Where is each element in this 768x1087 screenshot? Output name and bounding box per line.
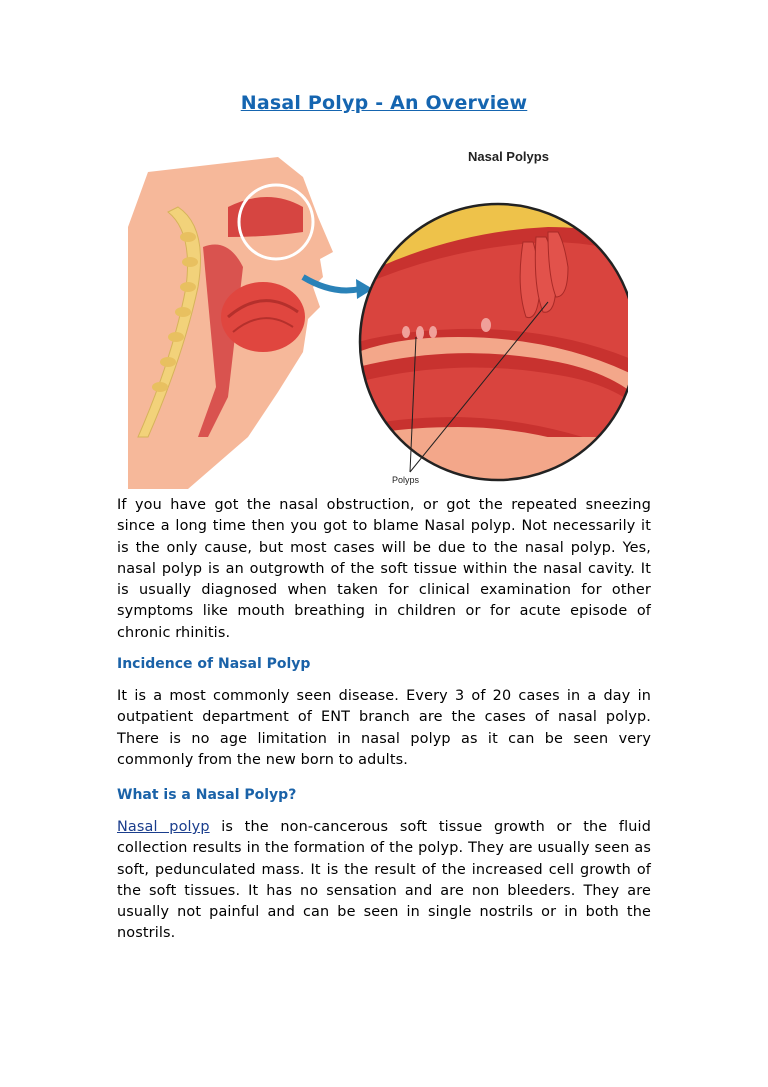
what-is-paragraph-text: is the non-cancerous soft tissue growth or the fluid collection results in the formation of the polyp. They are usually seen as soft, pedunculated mass. It is the result of the increased cell growth of the soft tissues. It has no sensation and are non bleeders. They are usually not painful and can be seen in single nostrils or in both the nostrils. [117,819,651,942]
nasal-polyp-link[interactable]: Nasal polyp [117,819,210,835]
polyp-small-3 [429,326,437,338]
page-title-text: Nasal Polyp - An Overview [240,92,528,114]
polyp-small-4 [481,318,491,332]
polyp-small-1 [402,326,410,338]
page-title [0,92,768,114]
magnified-view [358,197,628,489]
figure-title: Nasal Polyps [468,149,549,164]
intro-paragraph: If you have got the nasal obstruction, or got the repeated sneezing since a long time then you got to blame Nasal polyp. Not necessarily it is the only cause, but most cases will be due to the nasal polyp. Yes, nasal polyp is an outgrowth of the soft tissue within the nasal cavity. It is usually diagnosed when taken for clinical examination for other symptoms like mouth breathing in children or for acute episode of chronic rhinitis. [117,497,651,641]
what-is-paragraph [117,817,651,945]
incidence-paragraph: It is a most commonly seen disease. Every 3 of 20 cases in a day in outpatient department of ENT branch are the cases of nasal polyp. There is no age limitation in nasal polyp as it can be seen very commonly from the new born to adults. [117,688,651,768]
heading-what-is: What is a Nasal Polyp? [117,787,297,803]
polyp-small-2 [416,326,424,340]
figure-callout-label: Polyps [392,475,420,485]
heading-incidence: Incidence of Nasal Polyp [117,656,311,672]
tongue [221,282,305,352]
nasal-polyps-illustration [128,137,628,489]
